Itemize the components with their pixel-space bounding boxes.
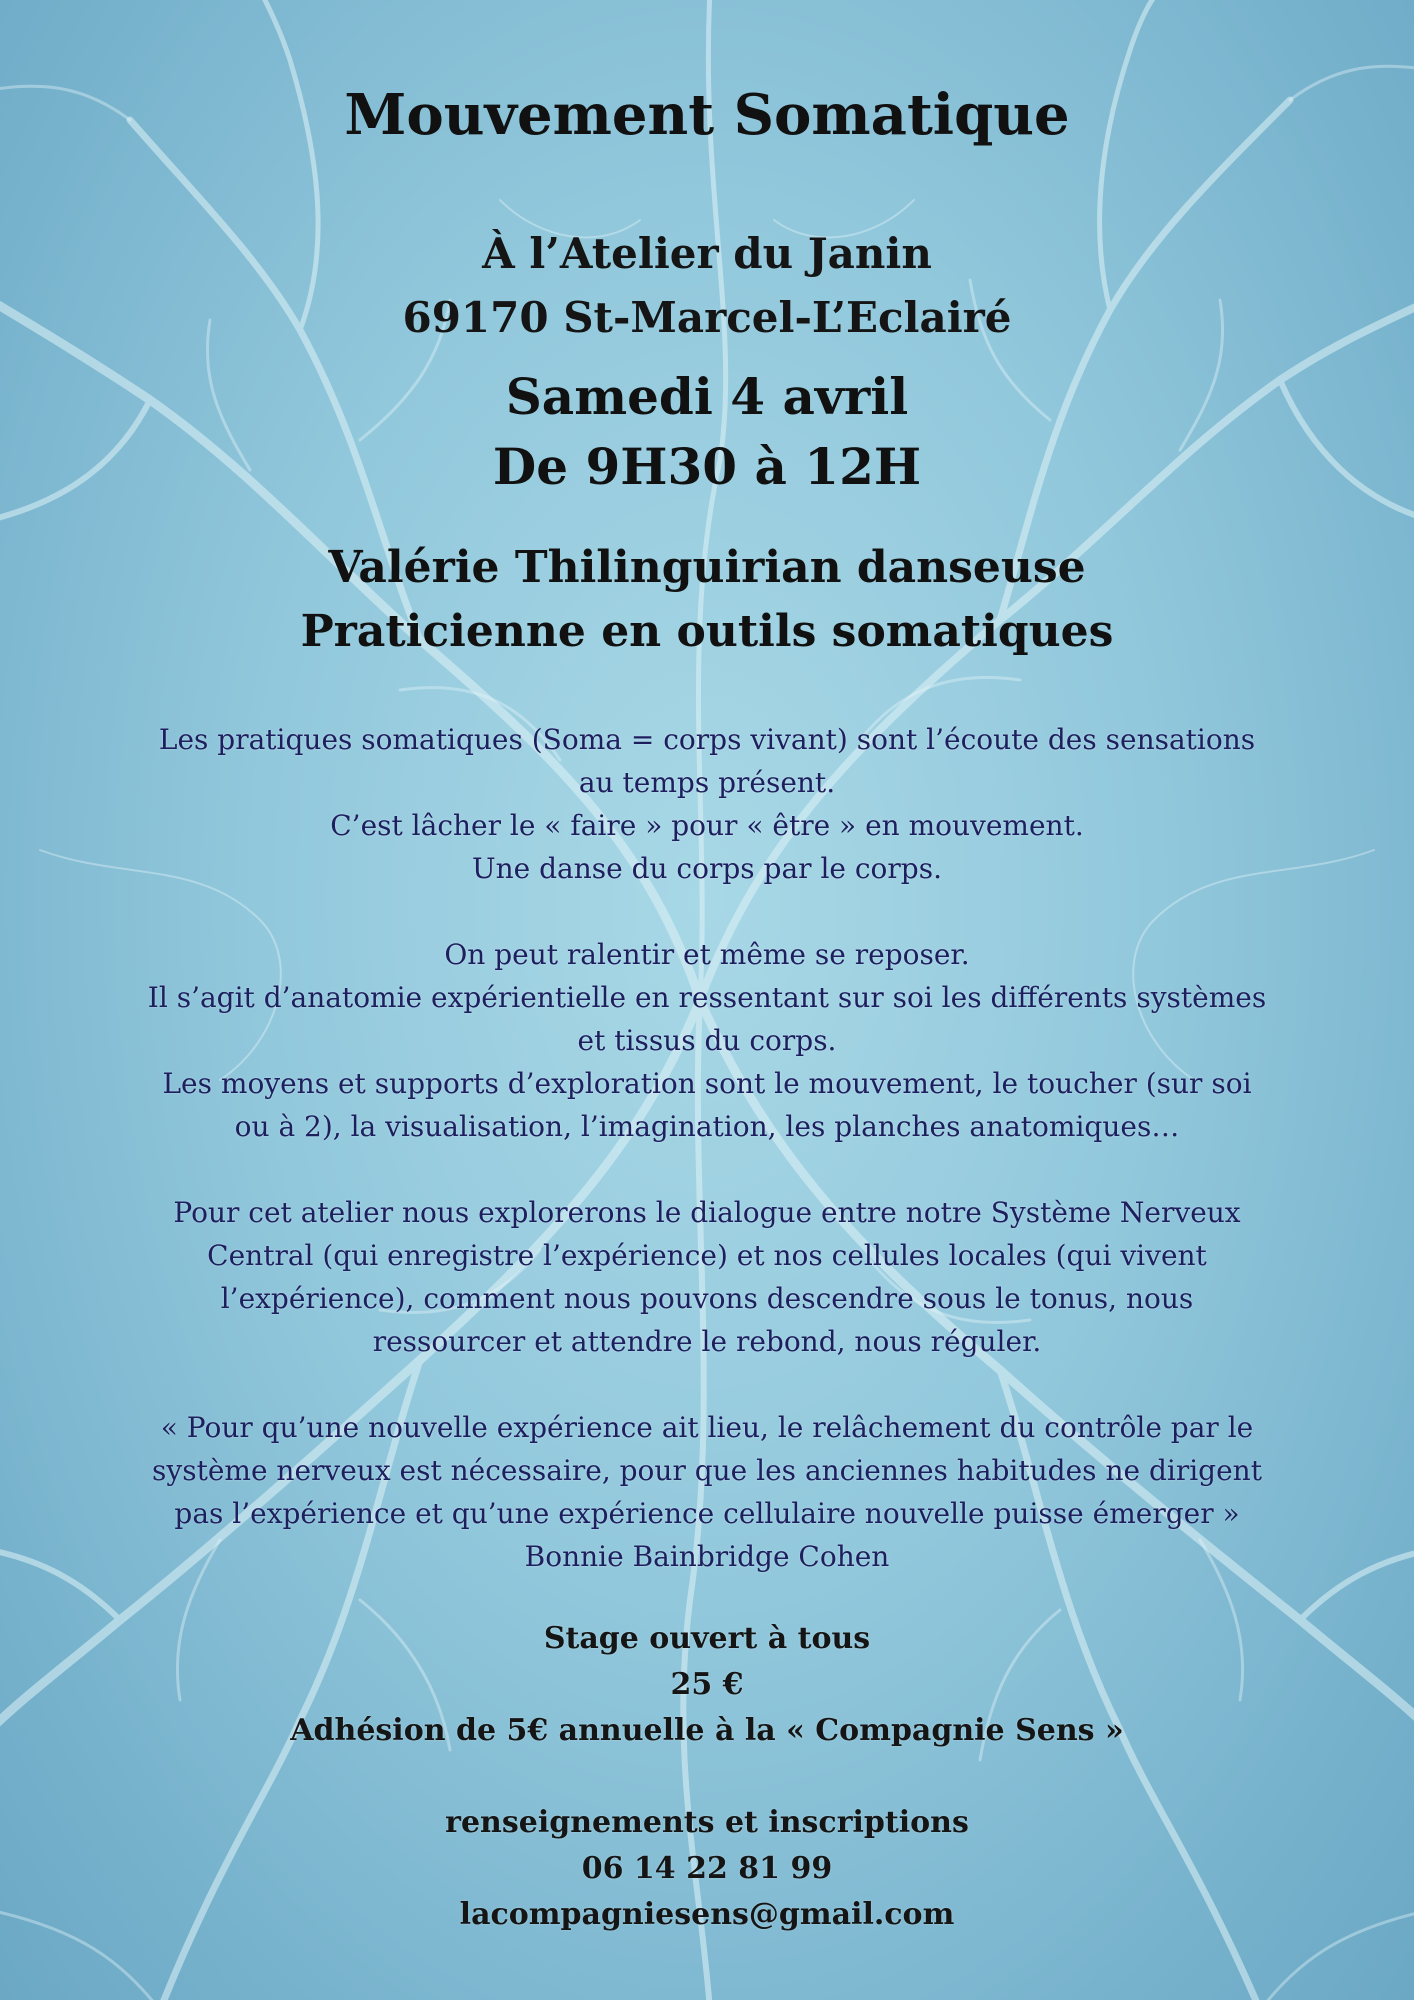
text-line: Les pratiques somatiques (Soma = corps vivant) sont l’écoute des sensations <box>158 723 1256 756</box>
text-line: ressourcer et attendre le rebond, nous réguler. <box>372 1325 1042 1358</box>
teacher-title: Praticienne en outils somatiques <box>300 606 1114 657</box>
paragraph-spacer <box>90 1148 1324 1191</box>
contact-label: renseignements et inscriptions <box>445 1805 969 1840</box>
paragraph-workshop <box>90 1191 1324 1363</box>
paragraph-somatic-practice <box>90 718 1324 890</box>
venue-name: À l’Atelier du Janin <box>482 229 932 278</box>
price: 25 € <box>670 1667 744 1702</box>
quote-author: Bonnie Bainbridge Cohen <box>524 1540 890 1573</box>
quote-line: « Pour qu’une nouvelle expérience ait lieu, le relâchement du contrôle par le <box>160 1411 1254 1444</box>
phone-number: 06 14 22 81 99 <box>581 1851 833 1886</box>
quote-line: système nerveux est nécessaire, pour que les anciennes habitudes ne dirigent <box>152 1454 1262 1487</box>
paragraph-spacer <box>90 1363 1324 1406</box>
text-line: Une danse du corps par le corps. <box>471 852 942 885</box>
event-time: De 9H30 à 12H <box>492 437 922 496</box>
teacher-block <box>0 536 1414 664</box>
text-line: au temps présent. <box>578 766 836 799</box>
venue-address: 69170 St-Marcel-L’Eclairé <box>402 293 1012 342</box>
quote-block <box>90 1406 1324 1578</box>
flyer-title: Mouvement Somatique <box>344 82 1070 148</box>
text-line: l’expérience), comment nous pouvons descendre sous le tonus, nous <box>220 1282 1194 1315</box>
paragraph-spacer <box>0 1754 1414 1800</box>
contact-block <box>0 1800 1414 1938</box>
open-to-all: Stage ouvert à tous <box>543 1621 871 1656</box>
paragraph-anatomy <box>90 933 1324 1148</box>
teacher-name: Valérie Thilinguirian danseuse <box>328 542 1086 593</box>
text-line: Il s’agit d’anatomie expérientielle en ressentant sur soi les différents systèmes <box>147 981 1267 1014</box>
text-line: et tissus du corps. <box>577 1024 837 1057</box>
pricing-block <box>0 1616 1414 1754</box>
text-line: On peut ralentir et même se reposer. <box>444 938 970 971</box>
text-line: Les moyens et supports d’exploration sont le mouvement, le toucher (sur soi <box>162 1067 1252 1100</box>
quote-line: pas l’expérience et qu’une expérience cellulaire nouvelle puisse émerger » <box>174 1497 1240 1530</box>
venue-block <box>0 222 1414 350</box>
paragraph-spacer <box>90 890 1324 933</box>
practical-info <box>0 1616 1414 1938</box>
text-line: Central (qui enregistre l’expérience) et nos cellules locales (qui vivent <box>207 1239 1207 1272</box>
membership: Adhésion de 5€ annuelle à la « Compagnie Sens » <box>290 1713 1124 1748</box>
event-day: Samedi 4 avril <box>505 367 909 426</box>
text-line: ou à 2), la visualisation, l’imagination, les planches anatomiques… <box>234 1110 1180 1143</box>
text-line: C’est lâcher le « faire » pour « être » en mouvement. <box>330 809 1084 842</box>
text-line: Pour cet atelier nous explorerons le dialogue entre notre Système Nerveux <box>173 1196 1241 1229</box>
email-address: lacompagniesens@gmail.com <box>459 1897 955 1932</box>
date-block <box>0 362 1414 502</box>
description-body <box>90 718 1324 1578</box>
